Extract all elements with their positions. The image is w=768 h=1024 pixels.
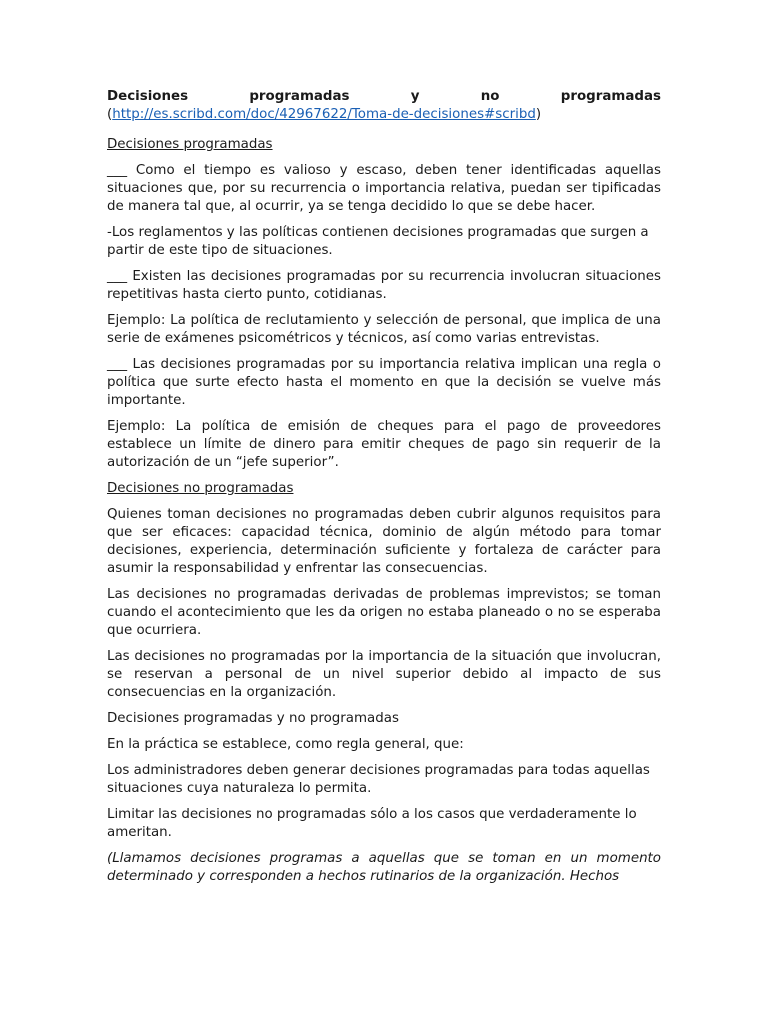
paragraph: Los administradores deben generar decisiones programadas para todas aquellas situaciones cuya naturaleza lo permita. bbox=[107, 763, 650, 796]
paragraph: Las decisiones no programadas derivadas de problemas imprevistos; se toman cuando el acontecimiento que les da origen no estaba planeado o no se esperaba que ocurriera. bbox=[107, 587, 661, 638]
title-word: no bbox=[480, 89, 500, 104]
paragraph: ___ Las decisiones programadas por su importancia relativa implican una regla o política que surte efecto hasta el momento en que la decisión se vuelve más importante. bbox=[107, 357, 661, 408]
open-paren: ( bbox=[107, 107, 113, 122]
paragraph: ___ Como el tiempo es valioso y escaso, deben tener identificadas aquellas situaciones que, por su recurrencia o importancia relativa, puedan ser tipificadas de manera tal que, al ocurrir, ya se tenga decidido lo que se debe hacer. bbox=[107, 163, 661, 214]
title-word: programadas bbox=[560, 89, 661, 104]
paragraph: Las decisiones no programadas por la importancia de la situación que involucran, se reservan a personal de un nivel superior debido al impacto de sus consecuencias en la organización. bbox=[107, 649, 661, 700]
close-paren: ) bbox=[535, 107, 542, 122]
italic-paragraph: (Llamamos decisiones programas a aquellas que se toman en un momento determinado y corresponden a hechos rutinarios de la organización. Hechos bbox=[107, 851, 661, 884]
paragraph: Ejemplo: La política de emisión de cheques para el pago de proveedores establece un límite de dinero para emitir cheques de pago sin requerir de la autorización de un “jefe superior”. bbox=[107, 419, 661, 470]
paragraph: Quienes toman decisiones no programadas deben cubrir algunos requisitos para que ser eficaces: capacidad técnica, dominio de algún método para tomar decisiones, experiencia, determinación suficiente y fortaleza de carácter para asumir la responsabilidad y enfrentar las consecuencias. bbox=[107, 507, 661, 576]
source-line bbox=[107, 106, 661, 124]
document-page bbox=[107, 88, 661, 894]
title-word: y bbox=[410, 89, 420, 104]
source-link[interactable]: http://es.scribd.com/doc/42967622/Toma-de-decisiones#scribd bbox=[112, 107, 536, 122]
title-word: Decisiones bbox=[107, 89, 189, 104]
paragraph: En la práctica se establece, como regla general, que: bbox=[107, 737, 464, 752]
section-heading-no-programadas: Decisiones no programadas bbox=[107, 481, 294, 496]
paragraph: Ejemplo: La política de reclutamiento y selección de personal, que implica de una serie de exámenes psicométricos y técnicos, así como varias entrevistas. bbox=[107, 313, 661, 346]
title-line bbox=[107, 88, 661, 106]
paragraph: Limitar las decisiones no programadas sólo a los casos que verdaderamente lo ameritan. bbox=[107, 807, 637, 840]
paragraph: ___ Existen las decisiones programadas por su recurrencia involucran situaciones repetitivas hasta cierto punto, cotidianas. bbox=[107, 269, 661, 302]
section-heading-programadas: Decisiones programadas bbox=[107, 137, 273, 152]
title-word: programadas bbox=[249, 89, 350, 104]
paragraph: -Los reglamentos y las políticas contienen decisiones programadas que surgen a partir de este tipo de situaciones. bbox=[107, 225, 649, 258]
document-title bbox=[107, 88, 661, 124]
section-heading-combined: Decisiones programadas y no programadas bbox=[107, 711, 399, 726]
